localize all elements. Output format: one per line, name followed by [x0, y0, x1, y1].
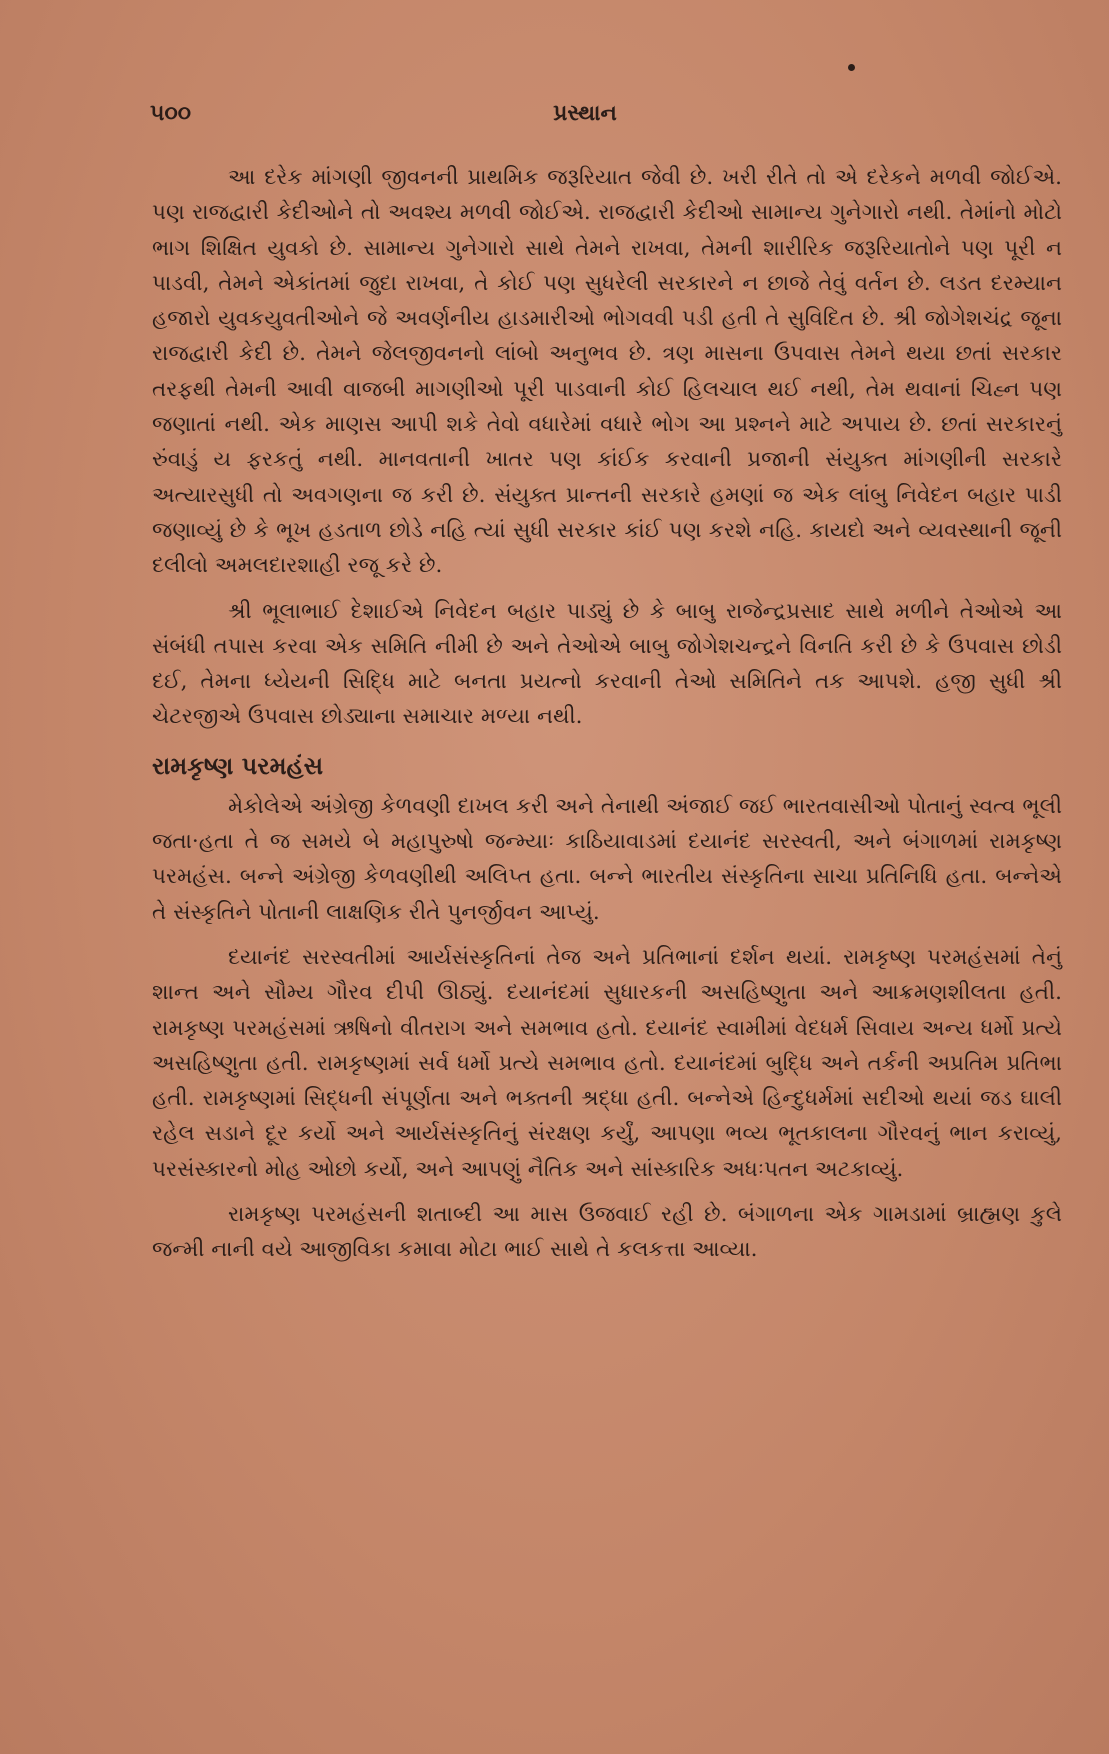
body-text: [152, 160, 1062, 1278]
paragraph: મેકોલેએ અંગ્રેજી કેળવણી દાખલ કરી અને તેનાથી અંજાઈ જઈ ભારતવાસીઓ પોતાનું સ્વત્વ ભૂલી જતા·હતા તે જ સમયે બે મહાપુરુષો જન્મ્યાઃ કાઠિયાવાડમાં દયાનંદ સરસ્વતી, અને બંગાળમાં રામકૃષ્ણ પરમહંસ. બન્ને અંગ્રેજી કેળવણીથી અલિપ્ત હતા. બન્ને ભારતીય સંસ્કૃતિના સાચા પ્રતિનિધિ હતા. બન્નેએ તે સંસ્કૃતિને પોતાની લાક્ષણિક રીતે પુનર્જીવન આપ્યું.: [152, 793, 1062, 925]
paragraph: આ દરેક માંગણી જીવનની પ્રાથમિક જરૂરિયાત જેવી છે. ખરી રીતે તો એ દરેકને મળવી જોઈએ. પણ રાજદ્વારી કેદીઓને તો અવશ્ય મળવી જોઈએ. રાજદ્વારી કેદીઓ સામાન્ય ગુનેગારો નથી. તેમાંનો મોટો ભાગ શિક્ષિત યુવકો છે. સામાન્ય ગુનેગારો સાથે તેમને રાખવા, તેમની શારીરિક જરૂરિયાતોને પણ પૂરી ન પાડવી, તેમને એકાંતમાં જુદા રાખવા, તે કોઈ પણ સુધરેલી સરકારને ન છાજે તેવું વર્તન છે. લડત દરમ્યાન હજારો યુવકયુવતીઓને જે અવર્ણનીય હાડમારીઓ ભોગવવી પડી હતી તે સુવિદિત છે. શ્રી જોગેશચંદ્ર જૂના રાજદ્વારી કેદી છે. તેમને જેલજીવનનો લાંબો અનુભવ છે. ત્રણ માસના ઉપવાસ તેમને થયા છતાં સરકાર તરફથી તેમની આવી વાજબી માગણીઓ પૂરી પાડવાની કોઈ હિલચાલ થઈ નથી, તેમ થવાનાં ચિહ્ન પણ જણાતાં નથી. એક માણસ આપી શકે તેવો વધારેમાં વધારે ભોગ આ પ્રશ્નને માટે અપાય છે. છતાં સરકારનું રુંવાડું ય ફરકતું નથી. માનવતાની ખાતર પણ કાંઈક કરવાની પ્રજાની સંયુક્ત માંગણીની સરકારે અત્યારસુધી તો અવગણના જ કરી છે. સંયુક્ત પ્રાન્તની સરકારે હમણાં જ એક લાંબુ નિવેદન બહાર પાડી જણાવ્યું છે કે ભૂખ હડતાળ છોડે નહિ ત્યાં સુધી સરકાર કાંઈ પણ કરશે નહિ. કાયદો અને વ્યવસ્થાની જૂની દલીલો અમલદારશાહી રજૂ કરે છે.: [152, 165, 1062, 579]
running-title: પ્રસ્થાન: [553, 100, 617, 126]
paragraph: શ્રી ભૂલાભાઈ દેશાઈએ નિવેદન બહાર પાડ્યું છે કે બાબુ રાજેન્દ્રપ્રસાદ સાથે મળીને તેઓએ આ સંબંધી તપાસ કરવા એક સમિતિ નીમી છે અને તેઓએ બાબુ જોગેશચન્દ્રને વિનતિ કરી છે કે ઉપવાસ છોડી દઈ, તેમના ધ્યેયની સિદ્ધિ માટે બનતા પ્રયત્નો કરવાની તેઓ સમિતિને તક આપશે. હજી સુધી શ્રી ચેટરજીએ ઉપવાસ છોડ્યાના સમાચાર મળ્યા નથી.: [152, 598, 1062, 730]
paragraph: રામકૃષ્ણ પરમહંસની શતાબ્દી આ માસ ઉજવાઈ રહી છે. બંગાળના એક ગામડામાં બ્રાહ્મણ કુલે જન્મી નાની વયે આજીવિકા કમાવા મોટા ભાઈ સાથે તે કલકત્તા આવ્યા.: [152, 1202, 1062, 1263]
section-heading: રામકૃષ્ણ પરમહંસ: [152, 750, 324, 780]
paragraph: દયાનંદ સરસ્વતીમાં આર્યસંસ્કૃતિનાં તેજ અને પ્રતિભાનાં દર્શન થયાં. રામકૃષ્ણ પરમહંસમાં તેનું શાન્ત અને સૌમ્ય ગૌરવ દીપી ઊઠ્યું. દયાનંદમાં સુધારકની અસહિષ્ણુતા અને આક્રમણશીલતા હતી. રામકૃષ્ણ પરમહંસમાં ઋષિનો વીતરાગ અને સમભાવ હતો. દયાનંદ સ્વામીમાં વેદધર્મ સિવાય અન્ય ધર્મો પ્રત્યે અસહિષ્ણુતા હતી. રામકૃષ્ણમાં સર્વ ધર્મો પ્રત્યે સમભાવ હતો. દયાનંદમાં બુદ્ધિ અને તર્કની અપ્રતિમ પ્રતિભા હતી. રામકૃષ્ણમાં સિદ્ધની સંપૂર્ણતા અને ભક્તની શ્રદ્ધા હતી. બન્નેએ હિન્દુધર્મમાં સદીઓ થયાં જડ ઘાલી રહેલ સડાને દૂર કર્યો અને આર્યસંસ્કૃતિનું સંરક્ષણ કર્યું, આપણા ભવ્ય ભૂતકાલના ગૌરવનું ભાન કરાવ્યું, પરસંસ્કારનો મોહ ઓછો કર્યો, અને આપણું નૈતિક અને સાંસ્કારિક અધઃપતન અટકાવ્યું.: [152, 944, 1062, 1182]
page-number: ૫૦૦: [150, 100, 191, 126]
page-header: [150, 100, 1020, 140]
ink-dot: [848, 64, 855, 71]
